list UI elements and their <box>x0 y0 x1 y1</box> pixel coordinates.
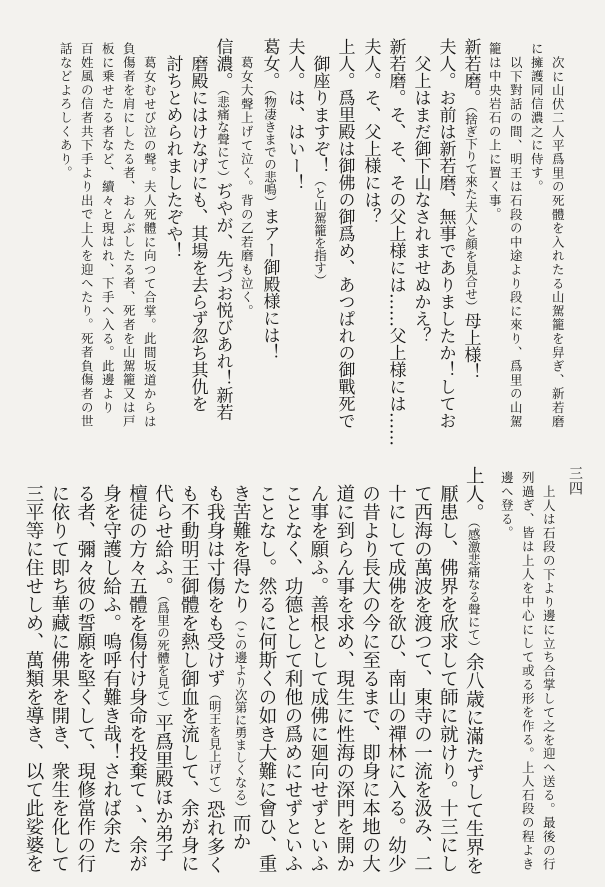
stage-direction-line: 上人は石段の下より邊に立ち合掌して之を迎へ送る。最後の行 <box>541 485 557 872</box>
parenthetical-direction: （明王を見上げて） <box>207 687 223 800</box>
parenthetical-direction: （物凄きまでの悲鳴） <box>262 89 278 208</box>
stage-direction-line: 板に乗せたる者など、續々と現はれ、下手へ入る。此邊より <box>100 42 116 415</box>
dialogue-text: 余八歳に滿たずして生界を <box>463 652 485 875</box>
dialogue-line: 磨殿にはけなげにも、其場を去らず忽ち其仇を <box>187 55 208 412</box>
stage-direction-line: 籠は中央岩石の上に置く事。 <box>487 42 503 222</box>
dialogue-line <box>462 38 479 380</box>
dialogue-line <box>205 484 224 874</box>
dialogue-text: 恐れ多く <box>204 800 226 874</box>
dialogue-line: 厭患し、佛界を欣求して師に就けり。十三にし <box>437 484 459 873</box>
parenthetical-direction: （感激悲痛なる聲にて） <box>466 521 482 653</box>
dialogue-line: て西海の萬波を渡つて、東寺の一流を汲み、二 <box>411 484 433 873</box>
dialogue-line: 十にして成佛を欲ひ、南山の禪林に入る。幼少 <box>385 484 407 873</box>
dialogue-line: 檀徒の方々五體を傷付け身命を投棄てゝ、余が <box>126 484 148 873</box>
parenthetical-direction: （捨ぎ下りて來た夫人と顔を見合せ） <box>463 106 479 313</box>
dialogue-line: 討ちとめられましたぞや！ <box>162 55 183 259</box>
dialogue-line: の昔より長大の今に至るまで、即身に本地の大 <box>359 484 381 873</box>
dialogue-line: も不動明王御體を熱し御血を流して、余が身に <box>178 484 200 873</box>
stage-direction-line: 列過ぎ、皆は上人を中心にして或る形を作る。上人石段の程よき <box>520 471 536 872</box>
stage-direction-line: 負傷者を肩にしたる者、おんぶしたる者、死者を山駕籠又は戸 <box>121 42 137 429</box>
dialogue-line <box>261 38 278 361</box>
stage-direction-line: 葛女むせび泣の聲。夫人死體に向つて合掌。此間坂道からは <box>142 56 158 429</box>
dialogue-line <box>153 484 172 862</box>
dialogue-line <box>231 484 250 851</box>
dialogue-text: ぢやが、先づお悦びあれ！新若 <box>212 182 233 421</box>
stage-direction-line: に擁護同信濃之に侍す。 <box>529 42 545 194</box>
dialogue-line: 新若磨。そ、そ、その父上様には……父上様には…… <box>385 38 406 446</box>
dialogue-line <box>464 466 483 875</box>
parenthetical-direction: （この邊より次第に勇ましくなる） <box>233 613 249 814</box>
dialogue-text: 上人。 <box>463 466 485 522</box>
dialogue-line: 三平等に住せしめ、萬類を導き、以て此娑婆を <box>22 484 44 873</box>
dialogue-text: まアー御殿様には！ <box>259 207 280 361</box>
stage-direction-line: 百姓風の信者共下手より出で上人を迎へたり。死者負傷者の世 <box>79 42 95 429</box>
dialogue-line: 夫人。は、はいー！ <box>284 38 305 191</box>
parenthetical-direction: （悲痛な聲にて） <box>215 89 231 183</box>
dialogue-line: 身を守護し給ふ。嗚呼有難き哉！されば余た <box>100 484 122 854</box>
stage-direction-line: 葛女大聲上げて泣く。背の乙若磨も泣く。 <box>239 56 255 319</box>
dialogue-line <box>214 38 231 421</box>
dialogue-text: き苦難を得たり <box>230 484 252 614</box>
stage-direction-line: 次に山伏二人平爲里の死體を入れたる山駕籠を舁ぎ、新若磨 <box>550 56 566 429</box>
dialogue-line: ことなし。然るに何斯くの如き大難に會ひ、重 <box>256 484 278 873</box>
dialogue-text: も我身は寸傷をも受けず <box>204 484 226 688</box>
dialogue-line: 夫人。お前は新若磨、無事でありましたか！してお <box>435 38 456 429</box>
dialogue-line: ん事を願ふ。善根として成佛に廻向せずといふ <box>307 484 329 873</box>
dialogue-text: 而か <box>230 813 252 851</box>
dialogue-line: 夫人。そ、父上様には？ <box>360 38 381 225</box>
dialogue-text: 葛女。 <box>259 38 280 89</box>
dialogue-line: 父上はまだ御下山なされませぬかえ？ <box>410 55 431 344</box>
stage-direction-line: 以下對話の間、明王は石段の中途より段に來り、爲里の山駕 <box>508 56 524 429</box>
parenthetical-direction: （爲里の死體を見て） <box>155 595 171 714</box>
page-number: 三四 <box>567 466 583 496</box>
stage-direction-line: 邊へ登る。 <box>499 471 515 540</box>
dialogue-line: る者、彌々彼の誓願を堅くして、現修當作の行 <box>74 484 96 873</box>
dialogue-text: 信濃。 <box>212 38 233 89</box>
dialogue-text: 新若磨。 <box>460 38 481 106</box>
dialogue-line: 道に到らん事を求め、現生に性海の深門を開か <box>333 484 355 873</box>
stage-direction-line: 話などよろしくあり。 <box>58 42 74 180</box>
dialogue-text: 代らせ給ふ。 <box>152 484 174 595</box>
dialogue-line: に依りて即ち華藏に佛果を開き、衆生を化して <box>48 484 70 873</box>
dialogue-line: ことなく、功德として利他の爲めにせずといふ <box>281 484 303 873</box>
dialogue-text: 母上様！ <box>460 312 481 381</box>
dialogue-text: 平爲里殿ほか弟子 <box>152 713 174 862</box>
parenthetical-direction: （と山駕籠を指す） <box>312 174 328 287</box>
dialogue-line: 上人。爲里殿は御佛の御爲め、あつぱれの御戰死で <box>334 38 355 429</box>
dialogue-text: 御座りますぞ！ <box>309 55 330 174</box>
dialogue-line <box>311 55 328 287</box>
